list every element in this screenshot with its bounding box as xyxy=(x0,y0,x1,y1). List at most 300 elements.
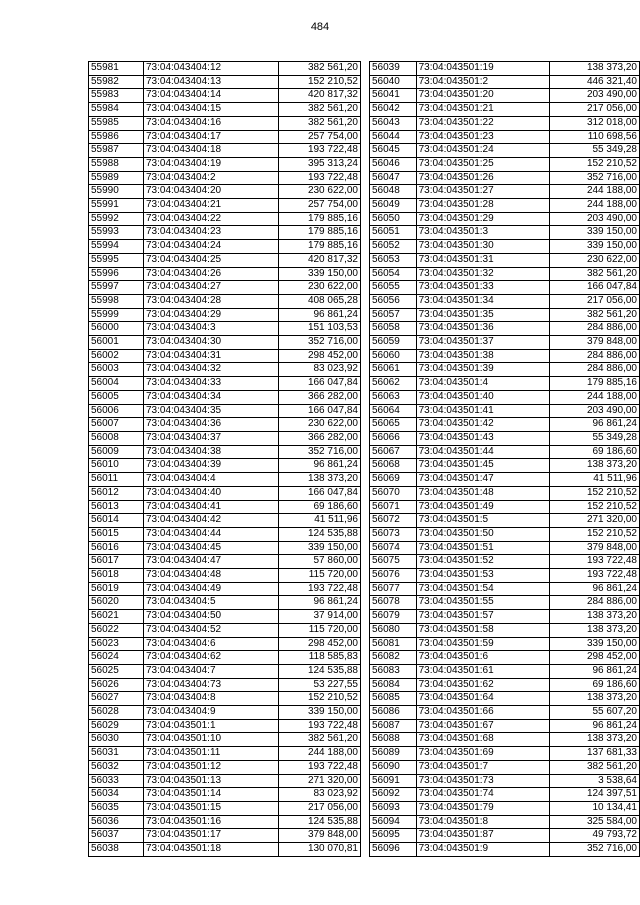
cadastral-number-cell: 73:04:043404:25 xyxy=(144,253,279,267)
cadastral-number-cell: 73:04:043501:25 xyxy=(416,157,549,171)
amount-cell: 230 622,00 xyxy=(550,253,640,267)
table-row xyxy=(370,62,640,76)
table-row xyxy=(370,226,640,240)
amount-cell: 203 490,00 xyxy=(550,212,640,226)
cadastral-number-cell: 73:04:043404:2 xyxy=(144,171,279,185)
row-number-cell: 56010 xyxy=(89,459,144,473)
table-row xyxy=(89,801,361,815)
amount-cell: 325 584,00 xyxy=(550,815,640,829)
amount-cell: 244 188,00 xyxy=(550,199,640,213)
table-row xyxy=(89,500,361,514)
amount-cell: 3 538,64 xyxy=(550,774,640,788)
row-number-cell: 56039 xyxy=(370,62,417,76)
cadastral-number-cell: 73:04:043404:31 xyxy=(144,349,279,363)
page-number: 484 xyxy=(310,21,330,33)
amount-cell: 179 885,16 xyxy=(279,212,361,226)
table-row xyxy=(89,706,361,720)
row-number-cell: 56029 xyxy=(89,719,144,733)
row-number-cell: 56064 xyxy=(370,404,417,418)
cadastral-number-cell: 73:04:043404:20 xyxy=(144,185,279,199)
amount-cell: 118 585,83 xyxy=(279,651,361,665)
cadastral-number-cell: 73:04:043404:40 xyxy=(144,486,279,500)
amount-cell: 138 373,20 xyxy=(550,692,640,706)
table-row xyxy=(89,418,361,432)
row-number-cell: 56061 xyxy=(370,363,417,377)
table-row xyxy=(89,486,361,500)
amount-cell: 151 103,53 xyxy=(279,322,361,336)
cadastral-number-cell: 73:04:043404:34 xyxy=(144,390,279,404)
table-row xyxy=(89,623,361,637)
table-row xyxy=(370,473,640,487)
amount-cell: 193 722,48 xyxy=(279,582,361,596)
amount-cell: 41 511,96 xyxy=(550,473,640,487)
cadastral-number-cell: 73:04:043501:59 xyxy=(416,637,549,651)
row-number-cell: 56065 xyxy=(370,418,417,432)
table-row xyxy=(89,788,361,802)
row-number-cell: 55982 xyxy=(89,75,144,89)
table-row xyxy=(89,171,361,185)
table-row xyxy=(370,664,640,678)
cadastral-number-cell: 73:04:043501:8 xyxy=(416,815,549,829)
table-row xyxy=(89,89,361,103)
cadastral-number-cell: 73:04:043501:41 xyxy=(416,404,549,418)
amount-cell: 382 561,20 xyxy=(550,267,640,281)
cadastral-number-cell: 73:04:043404:18 xyxy=(144,144,279,158)
table-row xyxy=(370,582,640,596)
cadastral-number-cell: 73:04:043501:61 xyxy=(416,664,549,678)
cadastral-number-cell: 73:04:043404:24 xyxy=(144,240,279,254)
table-row xyxy=(370,336,640,350)
amount-cell: 271 320,00 xyxy=(279,774,361,788)
amount-cell: 115 720,00 xyxy=(279,623,361,637)
cadastral-number-cell: 73:04:043404:28 xyxy=(144,294,279,308)
table-row xyxy=(370,89,640,103)
row-number-cell: 55998 xyxy=(89,294,144,308)
table-row xyxy=(89,226,361,240)
table-row xyxy=(370,253,640,267)
amount-cell: 179 885,16 xyxy=(279,240,361,254)
cadastral-number-cell: 73:04:043404:37 xyxy=(144,431,279,445)
amount-cell: 230 622,00 xyxy=(279,281,361,295)
row-number-cell: 56030 xyxy=(89,733,144,747)
table-row xyxy=(89,829,361,843)
table-row xyxy=(89,130,361,144)
row-number-cell: 56045 xyxy=(370,144,417,158)
cadastral-number-cell: 73:04:043501:12 xyxy=(144,760,279,774)
cadastral-number-cell: 73:04:043404:12 xyxy=(144,62,279,76)
table-row xyxy=(370,610,640,624)
row-number-cell: 56089 xyxy=(370,747,417,761)
row-number-cell: 55987 xyxy=(89,144,144,158)
amount-cell: 179 885,16 xyxy=(550,377,640,391)
row-number-cell: 56035 xyxy=(89,801,144,815)
left-data-table xyxy=(88,61,361,857)
amount-cell: 446 321,40 xyxy=(550,75,640,89)
row-number-cell: 56041 xyxy=(370,89,417,103)
cadastral-number-cell: 73:04:043501:64 xyxy=(416,692,549,706)
table-row xyxy=(370,678,640,692)
row-number-cell: 56013 xyxy=(89,500,144,514)
table-row xyxy=(370,486,640,500)
cadastral-number-cell: 73:04:043404:4 xyxy=(144,473,279,487)
amount-cell: 217 056,00 xyxy=(550,103,640,117)
cadastral-number-cell: 73:04:043404:15 xyxy=(144,103,279,117)
amount-cell: 57 860,00 xyxy=(279,555,361,569)
table-row xyxy=(89,843,361,857)
amount-cell: 69 186,60 xyxy=(279,500,361,514)
row-number-cell: 56044 xyxy=(370,130,417,144)
cadastral-number-cell: 73:04:043501:26 xyxy=(416,171,549,185)
amount-cell: 284 886,00 xyxy=(550,363,640,377)
table-row xyxy=(370,418,640,432)
row-number-cell: 56014 xyxy=(89,514,144,528)
table-row xyxy=(89,363,361,377)
row-number-cell: 56090 xyxy=(370,760,417,774)
row-number-cell: 55992 xyxy=(89,212,144,226)
cadastral-number-cell: 73:04:043501:30 xyxy=(416,240,549,254)
table-row xyxy=(89,62,361,76)
table-row xyxy=(89,596,361,610)
cadastral-number-cell: 73:04:043501:87 xyxy=(416,829,549,843)
table-row xyxy=(370,596,640,610)
row-number-cell: 55989 xyxy=(89,171,144,185)
row-number-cell: 55995 xyxy=(89,253,144,267)
amount-cell: 96 861,24 xyxy=(550,582,640,596)
table-row xyxy=(370,843,640,857)
row-number-cell: 56028 xyxy=(89,706,144,720)
cadastral-number-cell: 73:04:043501:45 xyxy=(416,459,549,473)
row-number-cell: 56080 xyxy=(370,623,417,637)
cadastral-number-cell: 73:04:043501:32 xyxy=(416,267,549,281)
table-row xyxy=(370,267,640,281)
amount-cell: 284 886,00 xyxy=(550,322,640,336)
amount-cell: 230 622,00 xyxy=(279,185,361,199)
cadastral-number-cell: 73:04:043501:48 xyxy=(416,486,549,500)
table-row xyxy=(89,212,361,226)
row-number-cell: 56025 xyxy=(89,664,144,678)
amount-cell: 166 047,84 xyxy=(279,404,361,418)
row-number-cell: 56004 xyxy=(89,377,144,391)
cadastral-number-cell: 73:04:043404:35 xyxy=(144,404,279,418)
cadastral-number-cell: 73:04:043501:6 xyxy=(416,651,549,665)
amount-cell: 166 047,84 xyxy=(279,377,361,391)
table-row xyxy=(89,815,361,829)
amount-cell: 96 861,24 xyxy=(279,596,361,610)
cadastral-number-cell: 73:04:043501:21 xyxy=(416,103,549,117)
table-row xyxy=(370,815,640,829)
table-row xyxy=(370,623,640,637)
row-number-cell: 56016 xyxy=(89,541,144,555)
amount-cell: 124 397,51 xyxy=(550,788,640,802)
table-row xyxy=(89,514,361,528)
table-row xyxy=(89,390,361,404)
table-row xyxy=(89,75,361,89)
row-number-cell: 56078 xyxy=(370,596,417,610)
table-row xyxy=(89,527,361,541)
row-number-cell: 56051 xyxy=(370,226,417,240)
amount-cell: 217 056,00 xyxy=(279,801,361,815)
cadastral-number-cell: 73:04:043404:3 xyxy=(144,322,279,336)
row-number-cell: 56002 xyxy=(89,349,144,363)
amount-cell: 352 716,00 xyxy=(550,171,640,185)
table-row xyxy=(89,445,361,459)
row-number-cell: 56031 xyxy=(89,747,144,761)
row-number-cell: 56048 xyxy=(370,185,417,199)
table-row xyxy=(370,459,640,473)
cadastral-number-cell: 73:04:043501:31 xyxy=(416,253,549,267)
amount-cell: 395 313,24 xyxy=(279,157,361,171)
amount-cell: 138 373,20 xyxy=(550,610,640,624)
cadastral-number-cell: 73:04:043404:41 xyxy=(144,500,279,514)
amount-cell: 420 817,32 xyxy=(279,253,361,267)
amount-cell: 339 150,00 xyxy=(550,240,640,254)
amount-cell: 110 698,56 xyxy=(550,130,640,144)
amount-cell: 244 188,00 xyxy=(550,185,640,199)
amount-cell: 55 607,20 xyxy=(550,706,640,720)
amount-cell: 179 885,16 xyxy=(279,226,361,240)
table-row xyxy=(89,637,361,651)
cadastral-number-cell: 73:04:043501:44 xyxy=(416,445,549,459)
table-row xyxy=(89,747,361,761)
cadastral-number-cell: 73:04:043404:32 xyxy=(144,363,279,377)
cadastral-number-cell: 73:04:043404:8 xyxy=(144,692,279,706)
cadastral-number-cell: 73:04:043501:24 xyxy=(416,144,549,158)
table-row xyxy=(89,281,361,295)
amount-cell: 352 716,00 xyxy=(279,336,361,350)
amount-cell: 257 754,00 xyxy=(279,130,361,144)
cadastral-number-cell: 73:04:043501:67 xyxy=(416,719,549,733)
row-number-cell: 55997 xyxy=(89,281,144,295)
row-number-cell: 56073 xyxy=(370,527,417,541)
amount-cell: 53 227,55 xyxy=(279,678,361,692)
row-number-cell: 56027 xyxy=(89,692,144,706)
amount-cell: 420 817,32 xyxy=(279,89,361,103)
cadastral-number-cell: 73:04:043501:18 xyxy=(144,843,279,857)
cadastral-number-cell: 73:04:043404:39 xyxy=(144,459,279,473)
table-row xyxy=(370,431,640,445)
cadastral-number-cell: 73:04:043501:29 xyxy=(416,212,549,226)
row-number-cell: 55993 xyxy=(89,226,144,240)
row-number-cell: 56020 xyxy=(89,596,144,610)
row-number-cell: 56094 xyxy=(370,815,417,829)
amount-cell: 137 681,33 xyxy=(550,747,640,761)
row-number-cell: 55994 xyxy=(89,240,144,254)
table-row xyxy=(370,390,640,404)
cadastral-number-cell: 73:04:043501:58 xyxy=(416,623,549,637)
table-row xyxy=(370,706,640,720)
amount-cell: 138 373,20 xyxy=(550,623,640,637)
amount-cell: 10 134,41 xyxy=(550,801,640,815)
cadastral-number-cell: 73:04:043501:33 xyxy=(416,281,549,295)
amount-cell: 55 349,28 xyxy=(550,144,640,158)
table-row xyxy=(370,569,640,583)
row-number-cell: 56019 xyxy=(89,582,144,596)
row-number-cell: 56069 xyxy=(370,473,417,487)
table-row xyxy=(89,541,361,555)
table-row xyxy=(370,185,640,199)
table-row xyxy=(89,678,361,692)
amount-cell: 203 490,00 xyxy=(550,89,640,103)
amount-cell: 193 722,48 xyxy=(279,760,361,774)
cadastral-number-cell: 73:04:043501:34 xyxy=(416,294,549,308)
row-number-cell: 56036 xyxy=(89,815,144,829)
cadastral-number-cell: 73:04:043501:55 xyxy=(416,596,549,610)
table-row xyxy=(370,103,640,117)
cadastral-number-cell: 73:04:043501:7 xyxy=(416,760,549,774)
row-number-cell: 56071 xyxy=(370,500,417,514)
table-row xyxy=(89,610,361,624)
row-number-cell: 55991 xyxy=(89,199,144,213)
cadastral-number-cell: 73:04:043501:43 xyxy=(416,431,549,445)
table-row xyxy=(370,377,640,391)
table-row xyxy=(370,637,640,651)
amount-cell: 366 282,00 xyxy=(279,390,361,404)
amount-cell: 382 561,20 xyxy=(279,116,361,130)
amount-cell: 339 150,00 xyxy=(550,637,640,651)
amount-cell: 382 561,20 xyxy=(550,308,640,322)
row-number-cell: 55990 xyxy=(89,185,144,199)
row-number-cell: 56007 xyxy=(89,418,144,432)
row-number-cell: 56070 xyxy=(370,486,417,500)
cadastral-number-cell: 73:04:043501:16 xyxy=(144,815,279,829)
cadastral-number-cell: 73:04:043501:4 xyxy=(416,377,549,391)
table-row xyxy=(370,281,640,295)
row-number-cell: 56040 xyxy=(370,75,417,89)
row-number-cell: 56060 xyxy=(370,349,417,363)
cadastral-number-cell: 73:04:043501:62 xyxy=(416,678,549,692)
row-number-cell: 56003 xyxy=(89,363,144,377)
cadastral-number-cell: 73:04:043404:19 xyxy=(144,157,279,171)
row-number-cell: 56032 xyxy=(89,760,144,774)
cadastral-number-cell: 73:04:043501:54 xyxy=(416,582,549,596)
amount-cell: 298 452,00 xyxy=(279,349,361,363)
amount-cell: 152 210,52 xyxy=(279,692,361,706)
table-row xyxy=(89,185,361,199)
amount-cell: 115 720,00 xyxy=(279,569,361,583)
cadastral-number-cell: 73:04:043404:16 xyxy=(144,116,279,130)
table-row xyxy=(89,692,361,706)
amount-cell: 244 188,00 xyxy=(550,390,640,404)
row-number-cell: 55996 xyxy=(89,267,144,281)
cadastral-number-cell: 73:04:043501:27 xyxy=(416,185,549,199)
cadastral-number-cell: 73:04:043404:9 xyxy=(144,706,279,720)
amount-cell: 69 186,60 xyxy=(550,445,640,459)
table-row xyxy=(89,322,361,336)
row-number-cell: 56068 xyxy=(370,459,417,473)
table-row xyxy=(89,199,361,213)
table-row xyxy=(89,103,361,117)
row-number-cell: 56057 xyxy=(370,308,417,322)
table-row xyxy=(89,473,361,487)
row-number-cell: 56042 xyxy=(370,103,417,117)
table-row xyxy=(370,349,640,363)
cadastral-number-cell: 73:04:043501:50 xyxy=(416,527,549,541)
table-row xyxy=(89,719,361,733)
cadastral-number-cell: 73:04:043501:52 xyxy=(416,555,549,569)
cadastral-number-cell: 73:04:043501:1 xyxy=(144,719,279,733)
table-row xyxy=(370,116,640,130)
amount-cell: 312 018,00 xyxy=(550,116,640,130)
row-number-cell: 56053 xyxy=(370,253,417,267)
cadastral-number-cell: 73:04:043404:27 xyxy=(144,281,279,295)
cadastral-number-cell: 73:04:043501:47 xyxy=(416,473,549,487)
cadastral-number-cell: 73:04:043404:21 xyxy=(144,199,279,213)
row-number-cell: 56074 xyxy=(370,541,417,555)
table-row xyxy=(370,212,640,226)
table-row xyxy=(370,75,640,89)
amount-cell: 298 452,00 xyxy=(550,651,640,665)
amount-cell: 298 452,00 xyxy=(279,637,361,651)
row-number-cell: 56092 xyxy=(370,788,417,802)
cadastral-number-cell: 73:04:043501:5 xyxy=(416,514,549,528)
amount-cell: 193 722,48 xyxy=(279,719,361,733)
table-row xyxy=(370,774,640,788)
row-number-cell: 56055 xyxy=(370,281,417,295)
cadastral-number-cell: 73:04:043404:42 xyxy=(144,514,279,528)
row-number-cell: 56022 xyxy=(89,623,144,637)
cadastral-number-cell: 73:04:043404:13 xyxy=(144,75,279,89)
row-number-cell: 56058 xyxy=(370,322,417,336)
table-row xyxy=(89,555,361,569)
table-row xyxy=(370,514,640,528)
row-number-cell: 56056 xyxy=(370,294,417,308)
amount-cell: 203 490,00 xyxy=(550,404,640,418)
row-number-cell: 56067 xyxy=(370,445,417,459)
table-row xyxy=(89,431,361,445)
row-number-cell: 56052 xyxy=(370,240,417,254)
table-row xyxy=(370,404,640,418)
row-number-cell: 56063 xyxy=(370,390,417,404)
amount-cell: 230 622,00 xyxy=(279,418,361,432)
cadastral-number-cell: 73:04:043501:2 xyxy=(416,75,549,89)
cadastral-number-cell: 73:04:043501:39 xyxy=(416,363,549,377)
amount-cell: 339 150,00 xyxy=(279,706,361,720)
amount-cell: 124 535,88 xyxy=(279,527,361,541)
row-number-cell: 56023 xyxy=(89,637,144,651)
amount-cell: 96 861,24 xyxy=(550,719,640,733)
row-number-cell: 56086 xyxy=(370,706,417,720)
table-row xyxy=(89,774,361,788)
row-number-cell: 56076 xyxy=(370,569,417,583)
cadastral-number-cell: 73:04:043501:17 xyxy=(144,829,279,843)
row-number-cell: 56077 xyxy=(370,582,417,596)
cadastral-number-cell: 73:04:043501:37 xyxy=(416,336,549,350)
table-row xyxy=(370,308,640,322)
amount-cell: 152 210,52 xyxy=(279,75,361,89)
amount-cell: 152 210,52 xyxy=(550,486,640,500)
cadastral-number-cell: 73:04:043501:11 xyxy=(144,747,279,761)
amount-cell: 83 023,92 xyxy=(279,363,361,377)
cadastral-number-cell: 73:04:043404:62 xyxy=(144,651,279,665)
amount-cell: 138 373,20 xyxy=(550,62,640,76)
cadastral-number-cell: 73:04:043404:73 xyxy=(144,678,279,692)
table-row xyxy=(370,651,640,665)
table-row xyxy=(370,829,640,843)
row-number-cell: 56095 xyxy=(370,829,417,843)
table-row xyxy=(89,459,361,473)
row-number-cell: 56082 xyxy=(370,651,417,665)
cadastral-number-cell: 73:04:043501:10 xyxy=(144,733,279,747)
cadastral-number-cell: 73:04:043404:47 xyxy=(144,555,279,569)
cadastral-number-cell: 73:04:043404:48 xyxy=(144,569,279,583)
right-data-table xyxy=(369,61,640,857)
amount-cell: 284 886,00 xyxy=(550,349,640,363)
cadastral-number-cell: 73:04:043501:35 xyxy=(416,308,549,322)
table-row xyxy=(370,130,640,144)
amount-cell: 49 793,72 xyxy=(550,829,640,843)
amount-cell: 96 861,24 xyxy=(279,459,361,473)
amount-cell: 166 047,84 xyxy=(550,281,640,295)
